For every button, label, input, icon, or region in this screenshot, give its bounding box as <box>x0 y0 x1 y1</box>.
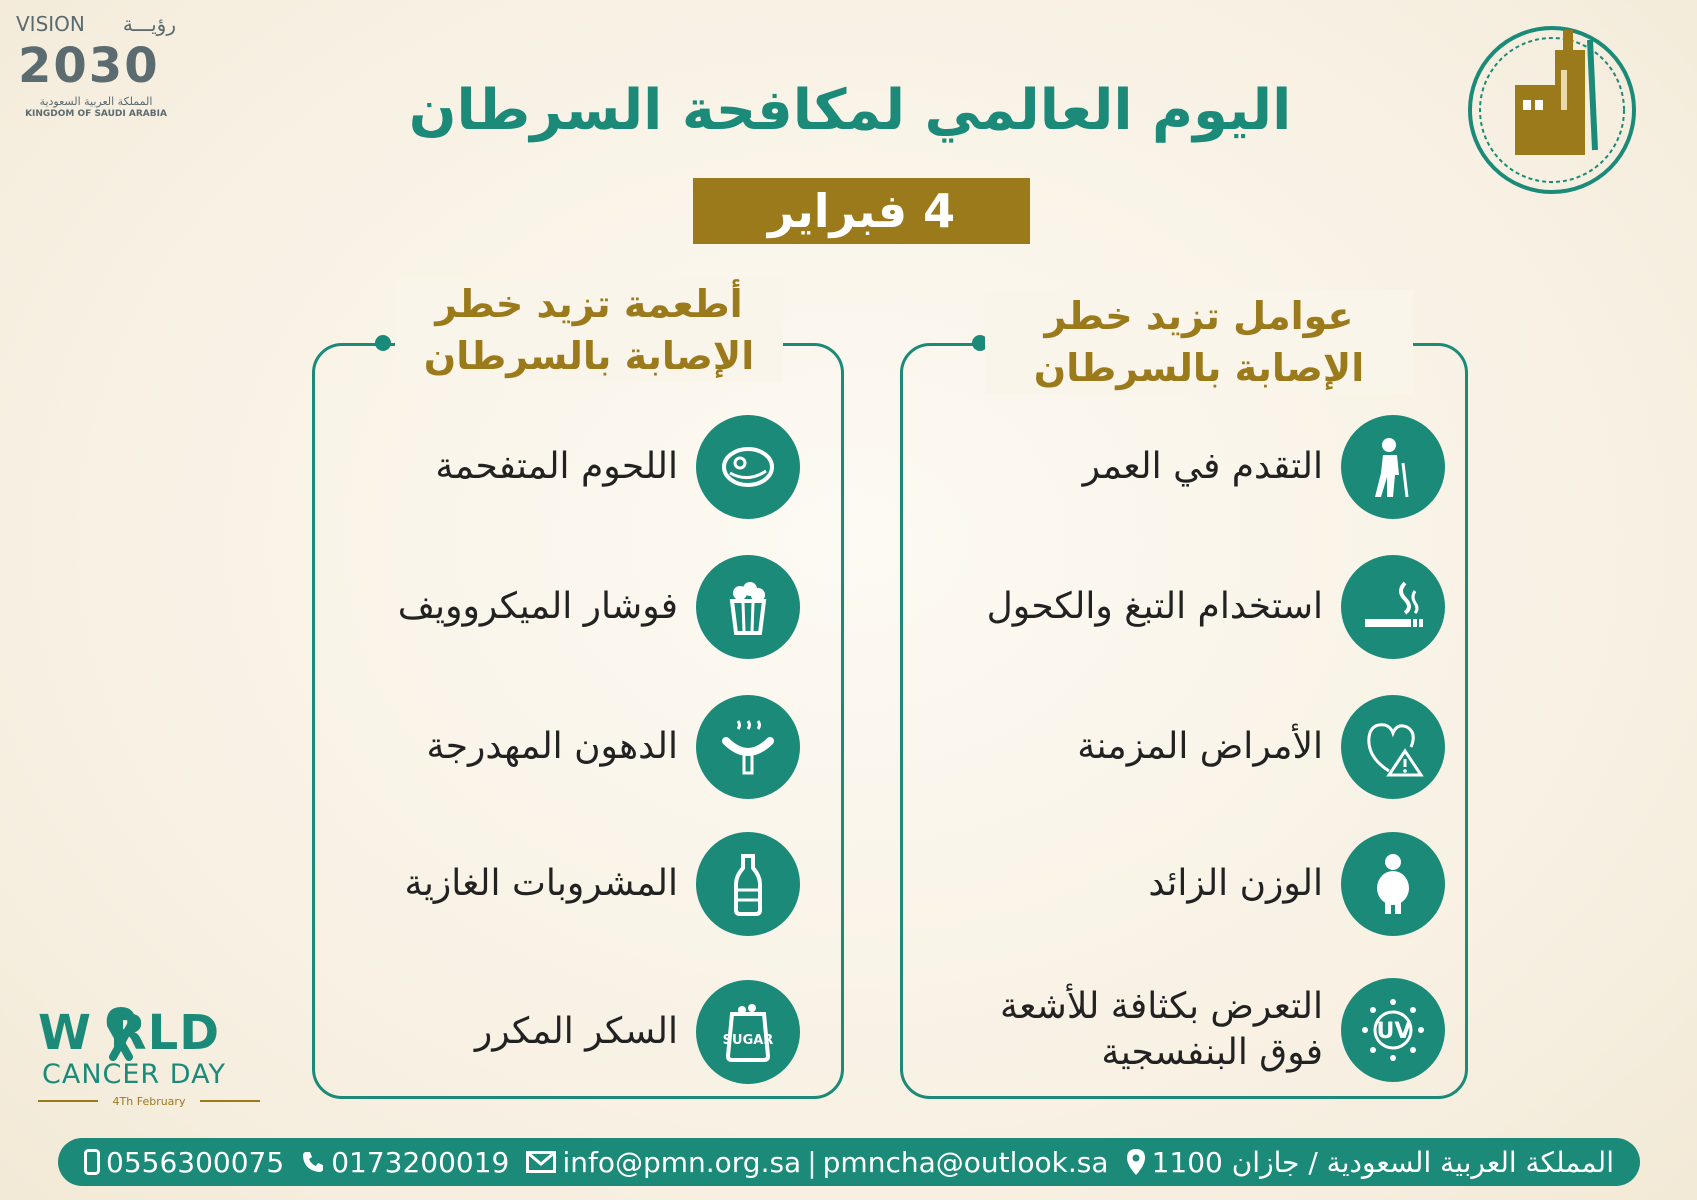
footer-mobile-number: 0556300075 <box>106 1145 285 1179</box>
factors-panel-heading: عوامل تزيد خطر الإصابة بالسرطان <box>985 290 1413 394</box>
soda-bottle-icon <box>696 832 800 936</box>
uv-sun-icon <box>1341 978 1445 1082</box>
footer-mobile <box>84 1146 284 1179</box>
heart-warning-icon <box>1341 695 1445 799</box>
steak-icon <box>696 415 800 519</box>
item-label: اللحوم المتفحمة <box>435 446 678 487</box>
list-item <box>905 832 1445 936</box>
wcd-world-word: W RLD <box>38 1005 221 1061</box>
list-item <box>330 695 800 799</box>
footer-emails <box>526 1146 1108 1179</box>
mail-icon <box>526 1151 556 1173</box>
item-label: الدهون المهدرجة <box>426 726 678 767</box>
footer-phone-number: 0173200019 <box>331 1145 510 1179</box>
item-label: فوشار الميكروويف <box>397 586 678 627</box>
svg-text:UV: UV <box>1376 1019 1412 1044</box>
list-item <box>860 978 1445 1082</box>
list-item <box>905 555 1445 659</box>
contact-footer <box>58 1138 1640 1186</box>
phone-icon <box>301 1150 325 1174</box>
vision-en-label: VISION <box>16 12 85 36</box>
popcorn-icon <box>696 555 800 659</box>
mobile-phone-icon <box>84 1149 100 1175</box>
footer-address-text: المملكة العربية السعودية / جازان 1100 <box>1151 1145 1614 1179</box>
footer-phone <box>301 1146 509 1179</box>
list-item <box>330 555 800 659</box>
item-label: الأمراض المزمنة <box>1077 726 1323 767</box>
date-badge: 4 فبراير <box>693 178 1030 244</box>
list-item <box>330 980 800 1084</box>
sugar-bag-icon <box>696 980 800 1084</box>
item-label: استخدام التبغ والكحول <box>986 586 1323 627</box>
ribbon-icon <box>99 1007 143 1061</box>
item-label: السكر المكرر <box>474 1011 678 1052</box>
footer-email-2[interactable]: pmncha@outlook.sa <box>822 1145 1109 1179</box>
sausage-icon <box>696 695 800 799</box>
world-cancer-day-logo <box>38 1005 268 1108</box>
foods-panel-heading: أطعمة تزيد خطر الإصابة بالسرطان <box>395 278 783 382</box>
item-label: المشروبات الغازية <box>404 863 678 904</box>
svg-text:SUGAR: SUGAR <box>722 1033 774 1048</box>
list-item <box>330 832 800 936</box>
page-title: اليوم العالمي لمكافحة السرطان <box>408 78 1292 143</box>
vision-ar-country: المملكة العربية السعودية <box>39 95 153 108</box>
item-label: الوزن الزائد <box>1148 863 1323 904</box>
elderly-person-icon <box>1341 415 1445 519</box>
list-item <box>330 415 800 519</box>
item-label: التقدم في العمر <box>1082 446 1323 487</box>
list-item <box>905 415 1445 519</box>
wcd-date: 4Th February <box>112 1095 186 1108</box>
footer-separator: | <box>807 1145 817 1179</box>
cigarette-icon <box>1341 555 1445 659</box>
list-item <box>905 695 1445 799</box>
association-emblem-logo <box>1455 10 1650 200</box>
panel-left-dot-left <box>375 335 391 351</box>
overweight-person-icon <box>1341 832 1445 936</box>
vision-ar-label: رؤيـــة <box>122 12 176 36</box>
vision-year: 2030 <box>18 38 160 94</box>
vision-2030-logo <box>16 12 176 120</box>
vision-en-country: KINGDOM OF SAUDI ARABIA <box>25 109 167 119</box>
location-pin-icon <box>1126 1148 1146 1176</box>
wcd-cancer-day: CANCER DAY <box>42 1059 226 1090</box>
item-label: التعرض بكثافة للأشعة فوق البنفسجية <box>1000 986 1323 1073</box>
footer-address <box>1126 1146 1614 1179</box>
footer-email[interactable]: info@pmn.org.sa <box>562 1145 802 1179</box>
